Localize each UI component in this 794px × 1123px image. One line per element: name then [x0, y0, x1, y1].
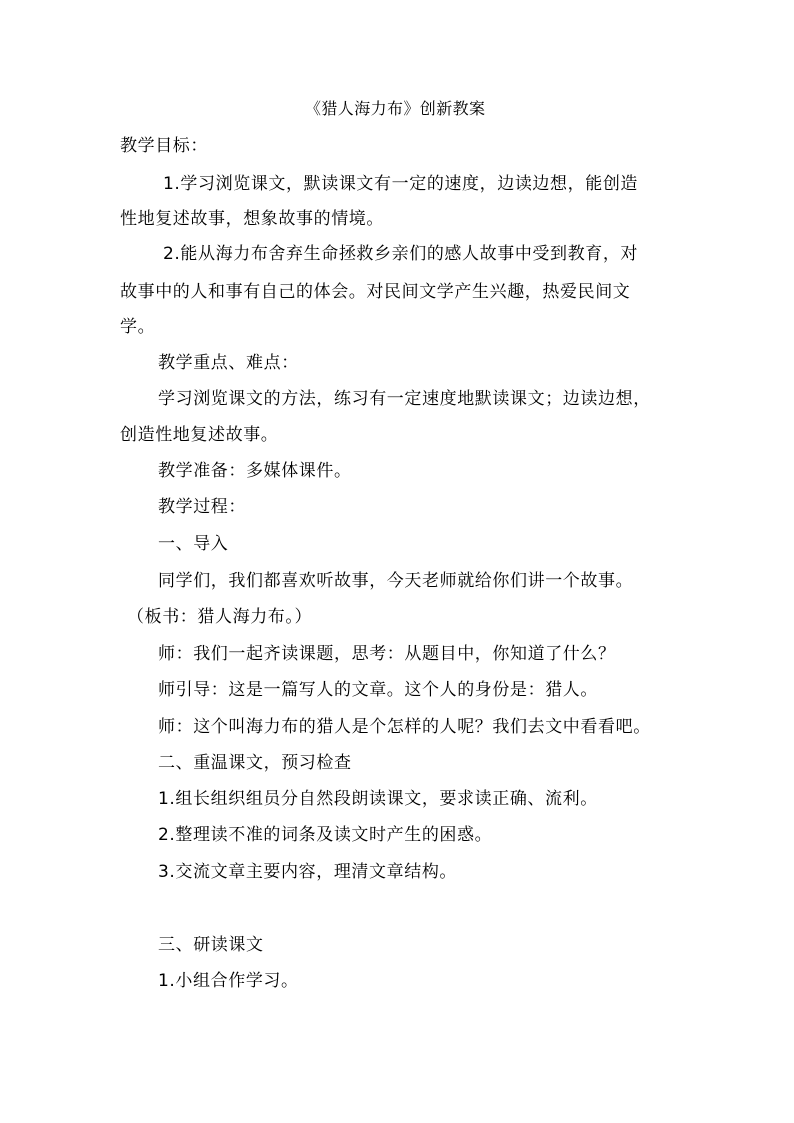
- document-title: 《猎人海力布》创新教案: [305, 99, 486, 118]
- intro-line1: 同学们，我们都喜欢听故事，今天老师就给你们讲一个故事。: [158, 571, 634, 591]
- goal2-line2: 故事中的人和事有自己的体会。对民间文学产生兴趣，热爱民间文: [120, 282, 631, 302]
- intro-line2: （板书：猎人海力布。）: [127, 607, 313, 627]
- preparation-text: 教学准备：多媒体课件。: [158, 461, 352, 481]
- review-item-1: 1.组长组织组员分自然段朗读课文，要求读正确、流利。: [158, 789, 598, 809]
- teacher-guide: 师引导：这是一篇写人的文章。这个人的身份是：猎人。: [158, 680, 598, 700]
- section2-heading: 二、重温课文，预习检查: [158, 753, 352, 773]
- key-points-line2: 创造性地复述故事。: [120, 425, 279, 445]
- key-points-line1: 学习浏览课文的方法，练习有一定速度地默读课文；边读边想，: [158, 389, 651, 409]
- section3-heading: 三、研读课文: [158, 935, 264, 955]
- teacher-line2: 师：这个叫海力布的猎人是个怎样的人呢？我们去文中看看吧。: [158, 717, 651, 737]
- goal2-line3: 学。: [120, 317, 156, 337]
- section1-heading: 一、导入: [158, 534, 229, 554]
- review-item-3: 3.交流文章主要内容，理清文章结构。: [158, 862, 458, 882]
- study-item-1: 1.小组合作学习。: [158, 971, 299, 991]
- key-points-heading: 教学重点、难点：: [158, 353, 299, 373]
- process-heading: 教学过程：: [158, 497, 246, 517]
- goal1-line2: 性地复述故事，想象故事的情境。: [120, 209, 384, 229]
- teacher-line1: 师：我们一起齐读课题，思考：从题目中，你知道了什么？: [158, 644, 616, 664]
- goal2-line1: 2.能从海力布舍弃生命拯救乡亲们的感人故事中受到教育，对: [163, 244, 639, 264]
- goal1-line1: 1.学习浏览课文，默读课文有一定的速度，边读边想，能创造: [163, 174, 639, 194]
- review-item-2: 2.整理读不准的词条及读文时产生的困惑。: [158, 825, 493, 845]
- goals-heading: 教学目标：: [120, 136, 208, 156]
